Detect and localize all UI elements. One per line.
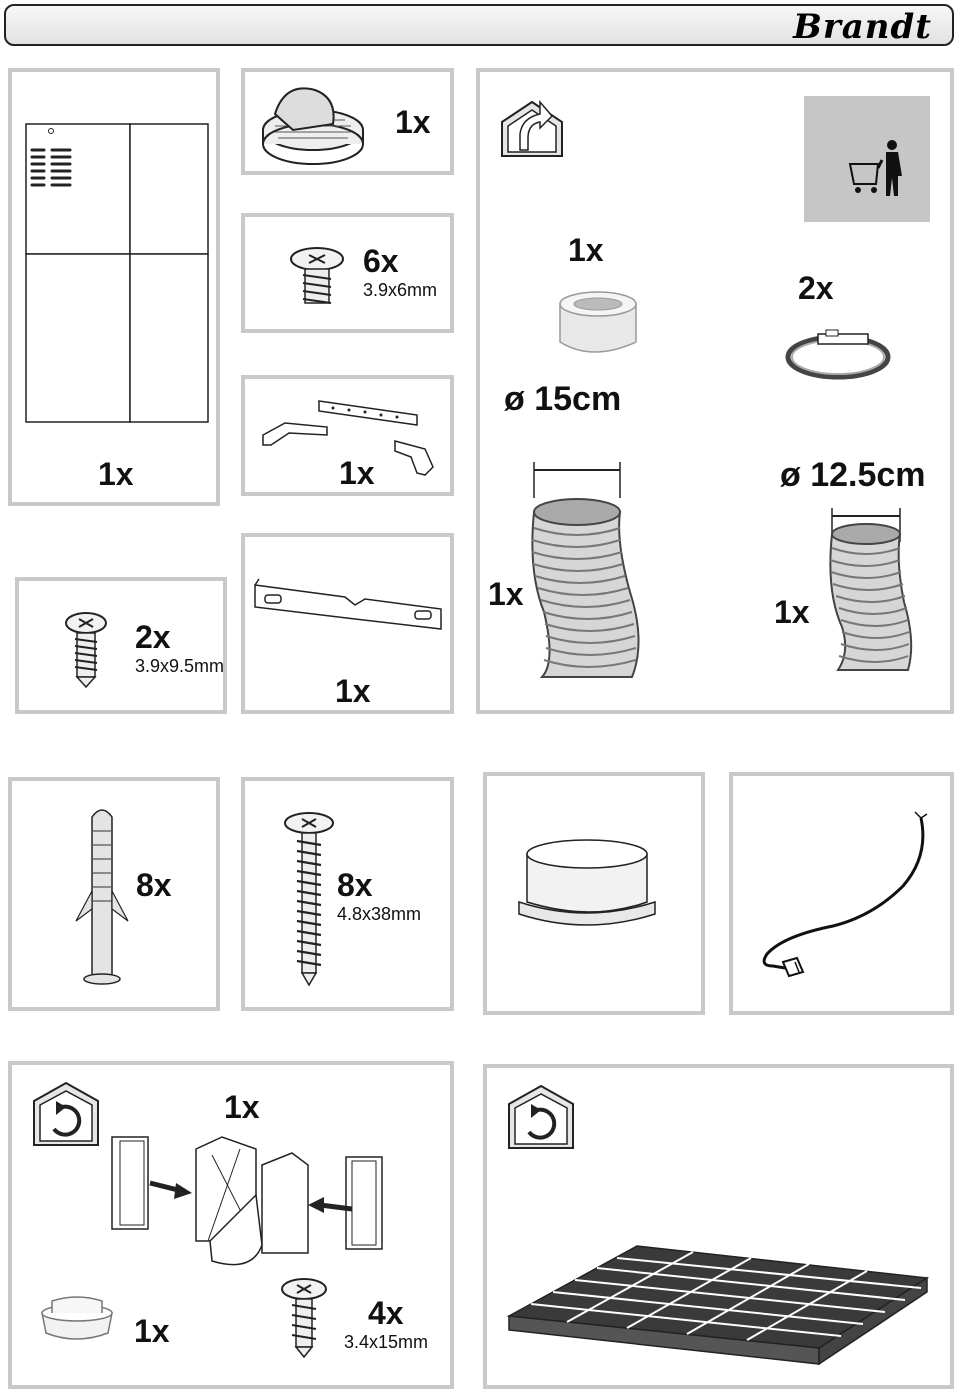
- chimney-illustration: [12, 72, 224, 510]
- wood-screws-qty: 8x: [337, 867, 373, 903]
- panel-screws-small: [241, 213, 454, 333]
- wood-screws-size: 4.8x38mm: [337, 904, 422, 924]
- screws-small-qty: 6x: [363, 243, 399, 279]
- tape-qty: 1x: [568, 232, 604, 268]
- screw-icon: [282, 1279, 326, 1357]
- panel-chimney: [8, 68, 220, 506]
- wall-plug-icon: [12, 781, 224, 1015]
- panel-recirculation-kit: [8, 1061, 454, 1389]
- panel-screws-medium: [15, 577, 227, 714]
- extraction-mode-icon: [502, 102, 562, 156]
- panel-duct-collar: [483, 772, 705, 1015]
- panel-wall-plugs: [8, 777, 220, 1011]
- panel-extraction-kit: [476, 68, 954, 714]
- recirculation-mode-icon: [509, 1086, 573, 1148]
- panel-power-cable: [729, 772, 954, 1015]
- duct-collar-icon: [487, 776, 709, 1019]
- panel-wood-screws: [241, 777, 454, 1011]
- panel-grille: [241, 68, 454, 175]
- screw-icon: [19, 581, 231, 718]
- duct-small-qty: 1x: [774, 594, 810, 630]
- chimney-qty: 1x: [98, 456, 134, 492]
- panel-wall-bracket: [241, 533, 454, 714]
- recirc-screws-size: 3.4x15mm: [344, 1332, 429, 1352]
- screw-icon: [245, 217, 458, 337]
- brackets-qty: 1x: [339, 455, 375, 491]
- flexible-duct-large-icon: [532, 462, 639, 677]
- panel-carbon-filter: [483, 1064, 954, 1389]
- deflector-qty: 1x: [224, 1089, 260, 1125]
- aluminium-tape-icon: [560, 292, 636, 352]
- screws-medium-qty: 2x: [135, 619, 171, 655]
- hose-clamp-icon: [788, 330, 888, 377]
- shopping-cart-icon: [804, 96, 930, 222]
- wall-plugs-qty: 8x: [136, 867, 172, 903]
- carbon-filter-illustration: [487, 1068, 958, 1393]
- flexible-duct-small-icon: [830, 508, 911, 670]
- charcoal-filter-icon: [509, 1246, 927, 1364]
- screws-medium-size: 3.9x9.5mm: [135, 656, 225, 676]
- wall-bracket-qty: 1x: [335, 673, 371, 709]
- diameter-large-label: ø 15cm: [504, 380, 622, 418]
- diameter-small-label: ø 12.5cm: [780, 456, 926, 494]
- grille-qty: 1x: [395, 104, 431, 140]
- duct-large-qty: 1x: [488, 576, 524, 612]
- header-bar: [4, 4, 954, 46]
- panel-brackets: [241, 375, 454, 496]
- recirculation-mode-icon: [34, 1083, 98, 1145]
- power-cable-icon: [733, 776, 958, 1019]
- brand-logo: Brandt: [793, 7, 932, 47]
- reducer-ring-icon: [42, 1297, 112, 1339]
- recirc-screws-qty: 4x: [368, 1295, 404, 1331]
- screws-small-size: 3.9x6mm: [363, 280, 438, 300]
- clamps-qty: 2x: [798, 270, 834, 306]
- deflector-icon: [112, 1137, 382, 1265]
- reducer-qty: 1x: [134, 1313, 170, 1349]
